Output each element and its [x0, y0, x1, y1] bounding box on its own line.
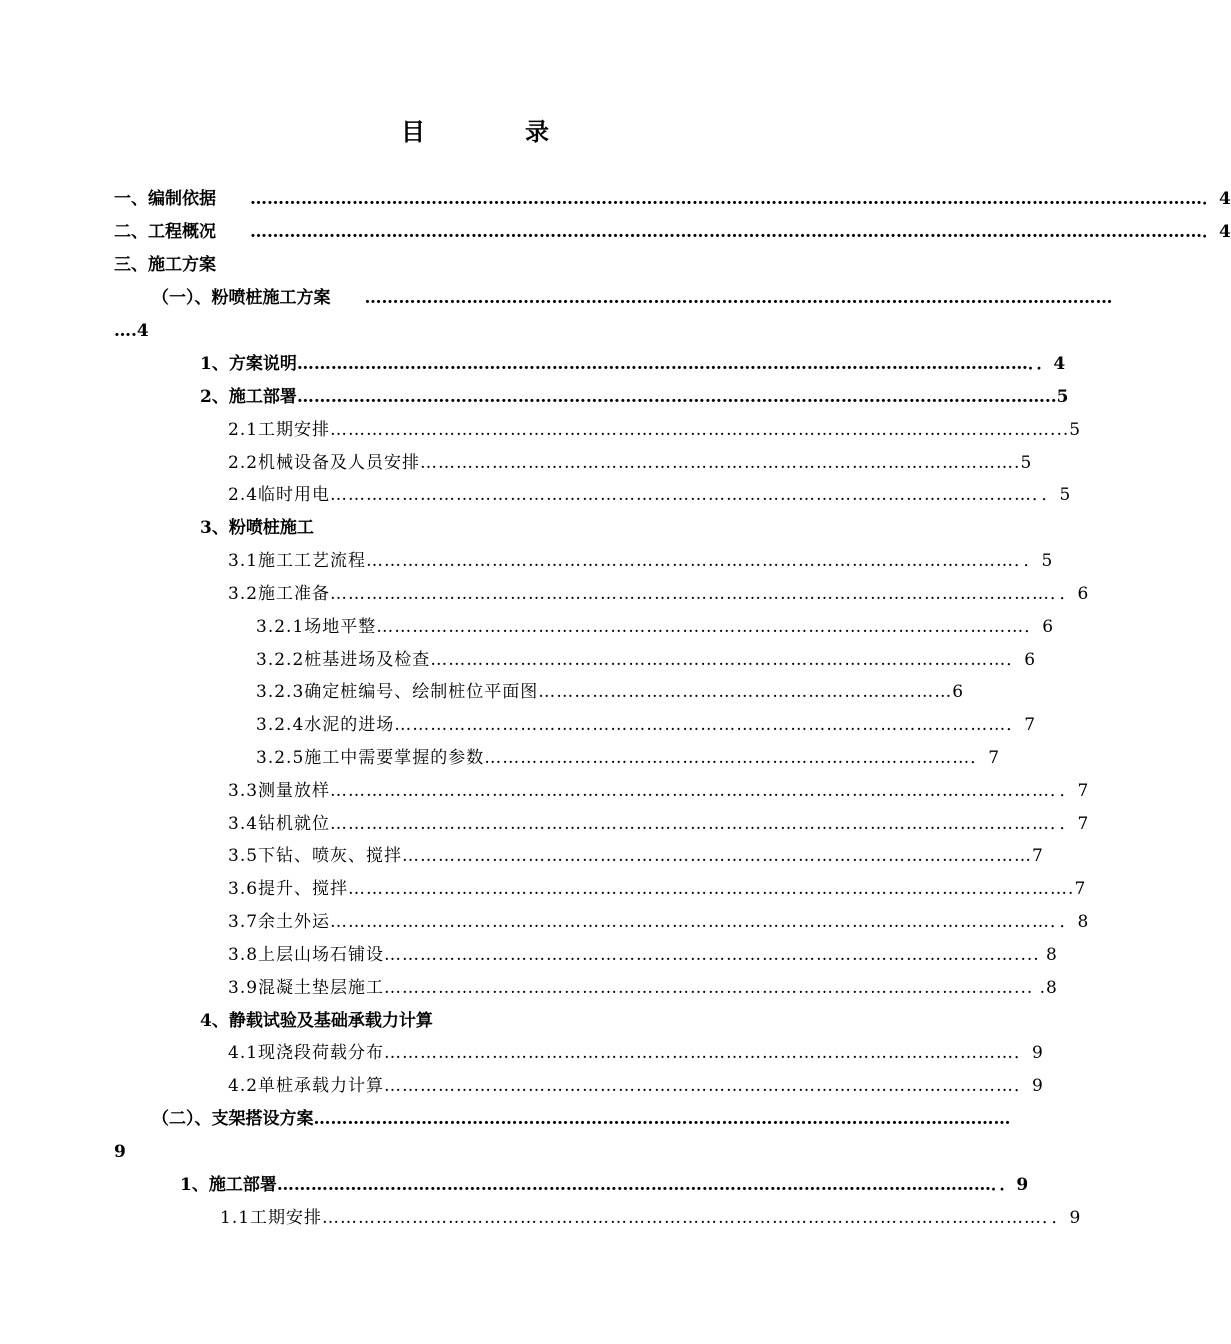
- toc-entry[interactable]: 3.4钻机就位…………………………………………………………………………………………………………．．7: [228, 814, 1090, 834]
- toc-entry[interactable]: 3.2施工准备…………………………………………………………………………………………………………．．6: [228, 584, 1090, 604]
- toc-entry[interactable]: 3.7余土外运…………………………………………………………………………………………………………．．8: [228, 912, 1090, 932]
- toc-entry[interactable]: 2.2机械设备及人员安排……………………………………………………………………………………….5: [228, 453, 1033, 473]
- toc-entry[interactable]: 9: [114, 1142, 126, 1162]
- toc-entry[interactable]: 3.9混凝土垫层施工……………………………………………………………………………………………... .8: [228, 978, 1058, 998]
- toc-entry[interactable]: 4、静载试验及基础承载力计算: [200, 1011, 433, 1031]
- toc-entry[interactable]: 4.1现浇段荷载分布……………………………………………………………………………………………．9: [228, 1043, 1044, 1063]
- page-title: 目 录: [401, 117, 587, 146]
- toc-entry[interactable]: 3.5下钻、喷灰、搅拌……………………………………………………………………………………………7: [228, 846, 1044, 866]
- toc-entry[interactable]: 3.2.4水泥的进场…………………………………………………………………………………………．7: [256, 715, 1037, 735]
- toc-entry[interactable]: 1.1工期安排…………………………………………………………………………………………………………．．9: [220, 1208, 1082, 1228]
- toc-entry[interactable]: 一、编制依据 ……………………………………………………………………………………………………………………………………………………．4: [114, 189, 1231, 209]
- toc-entry[interactable]: 4.2单桩承载力计算……………………………………………………………………………………………．9: [228, 1076, 1044, 1096]
- toc-entry[interactable]: 3.8上层山场石铺设…………………………………………………………………………………………….... 8: [228, 945, 1058, 965]
- toc-entry[interactable]: 3.2.2桩基进场及检查……………………………………………………………………………………．6: [256, 650, 1037, 670]
- toc-entry[interactable]: 三、施工方案: [114, 255, 216, 275]
- toc-entry[interactable]: 3.2.1场地平整………………………………………………………………………………………………．6: [256, 617, 1055, 637]
- toc-entry[interactable]: 3.1施工工艺流程………………………………………………………………………………………………．．5: [228, 551, 1054, 571]
- toc-entry[interactable]: 2.4临时用电………………………………………………………………………………………………………．．5: [228, 485, 1072, 505]
- toc-entry[interactable]: （一）、粉喷桩施工方案 ……………………………………………………………………………………………………………………: [152, 288, 1113, 308]
- toc-entry[interactable]: ….4: [114, 321, 149, 341]
- toc-entry[interactable]: 3.3测量放样…………………………………………………………………………………………………………．．7: [228, 781, 1090, 801]
- toc-entry[interactable]: 二、工程概况 ……………………………………………………………………………………………………………………………………………………．4: [114, 222, 1231, 242]
- toc-entry[interactable]: 3.2.5施工中需要掌握的参数………………………………………………………………………．7: [256, 748, 1001, 768]
- toc-entry[interactable]: 3.6提升、搅拌………………………………………………………………………………………………………….7: [228, 879, 1087, 899]
- toc-entry[interactable]: 3、粉喷桩施工: [200, 518, 314, 538]
- toc-entry[interactable]: （二）、支架搭设方案……………………………………………………………………………………………………………: [152, 1109, 1011, 1129]
- toc-entry[interactable]: 3.2.3确定桩编号、绘制桩位平面图……………………………………………………………6: [256, 682, 965, 702]
- toc-entry[interactable]: 2、施工部署……………………………………………………………………………………………………………………..5: [200, 387, 1069, 407]
- toc-entry[interactable]: 1、施工部署………………………………………………………………………………………………………………．．9: [180, 1175, 1029, 1195]
- toc-entry[interactable]: 1、方案说明…………………………………………………………………………………………………………………．．4: [200, 354, 1066, 374]
- toc-entry[interactable]: 2.1工期安排…………………………………………………………………………………………………………...5: [228, 420, 1082, 440]
